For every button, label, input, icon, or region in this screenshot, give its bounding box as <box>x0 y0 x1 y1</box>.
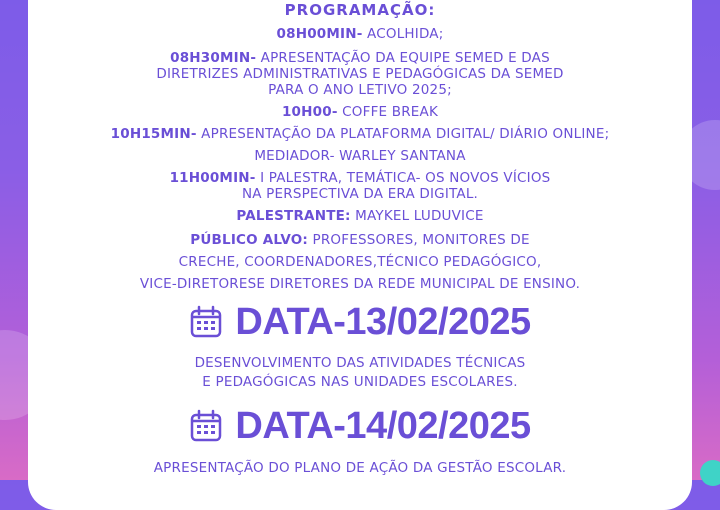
schedule-content <box>28 0 692 476</box>
date-label-2: DATA-14/02/2025 <box>235 405 531 447</box>
mediator-line: MEDIADOR- WARLEY SANTANA <box>254 148 466 164</box>
date-label-1: DATA-13/02/2025 <box>235 301 531 343</box>
schedule-heading: PROGRAMAÇÃO: <box>284 1 436 19</box>
speaker-line: PALESTRANTE: MAYKEL LUDUVICE <box>236 208 484 224</box>
audience-block: PÚBLICO ALVO: PROFESSORES, MONITORES DE CRECHE, COORDENADORES,TÉCNICO PEDAGÓGICO, VICE-DIRETORESE DIRETORES DA REDE MUNICIPAL DE ENSINO. <box>139 232 581 292</box>
calendar-icon <box>189 305 223 339</box>
schedule-item: 10H15MIN- APRESENTAÇÃO DA PLATAFORMA DIGITAL/ DIÁRIO ONLINE; <box>110 126 610 142</box>
date-row-1 <box>28 300 692 344</box>
date-description-2: APRESENTAÇÃO DO PLANO DE AÇÃO DA GESTÃO ESCOLAR. <box>153 460 567 476</box>
schedule-item: 11H00MIN- I PALESTRA, TEMÁTICA- OS NOVOS VÍCIOS NA PERSPECTIVA DA ERA DIGITAL. <box>169 170 551 202</box>
schedule-item: 10H00- COFFE BREAK <box>281 104 439 120</box>
date-row-2 <box>28 404 692 448</box>
date-description-1: DESENVOLVIMENTO DAS ATIVIDADES TÉCNICAS E PEDAGÓGICAS NAS UNIDADES ESCOLARES. <box>194 355 526 390</box>
schedule-item: 08H00MIN- ACOLHIDA; <box>276 26 444 42</box>
calendar-icon <box>189 409 223 443</box>
corner-accent <box>700 460 720 486</box>
schedule-item: 08H30MIN- APRESENTAÇÃO DA EQUIPE SEMED E DAS DIRETRIZES ADMINISTRATIVAS E PEDAGÓGICAS DA SEMED PARA O ANO LETIVO 2025; <box>156 50 564 98</box>
